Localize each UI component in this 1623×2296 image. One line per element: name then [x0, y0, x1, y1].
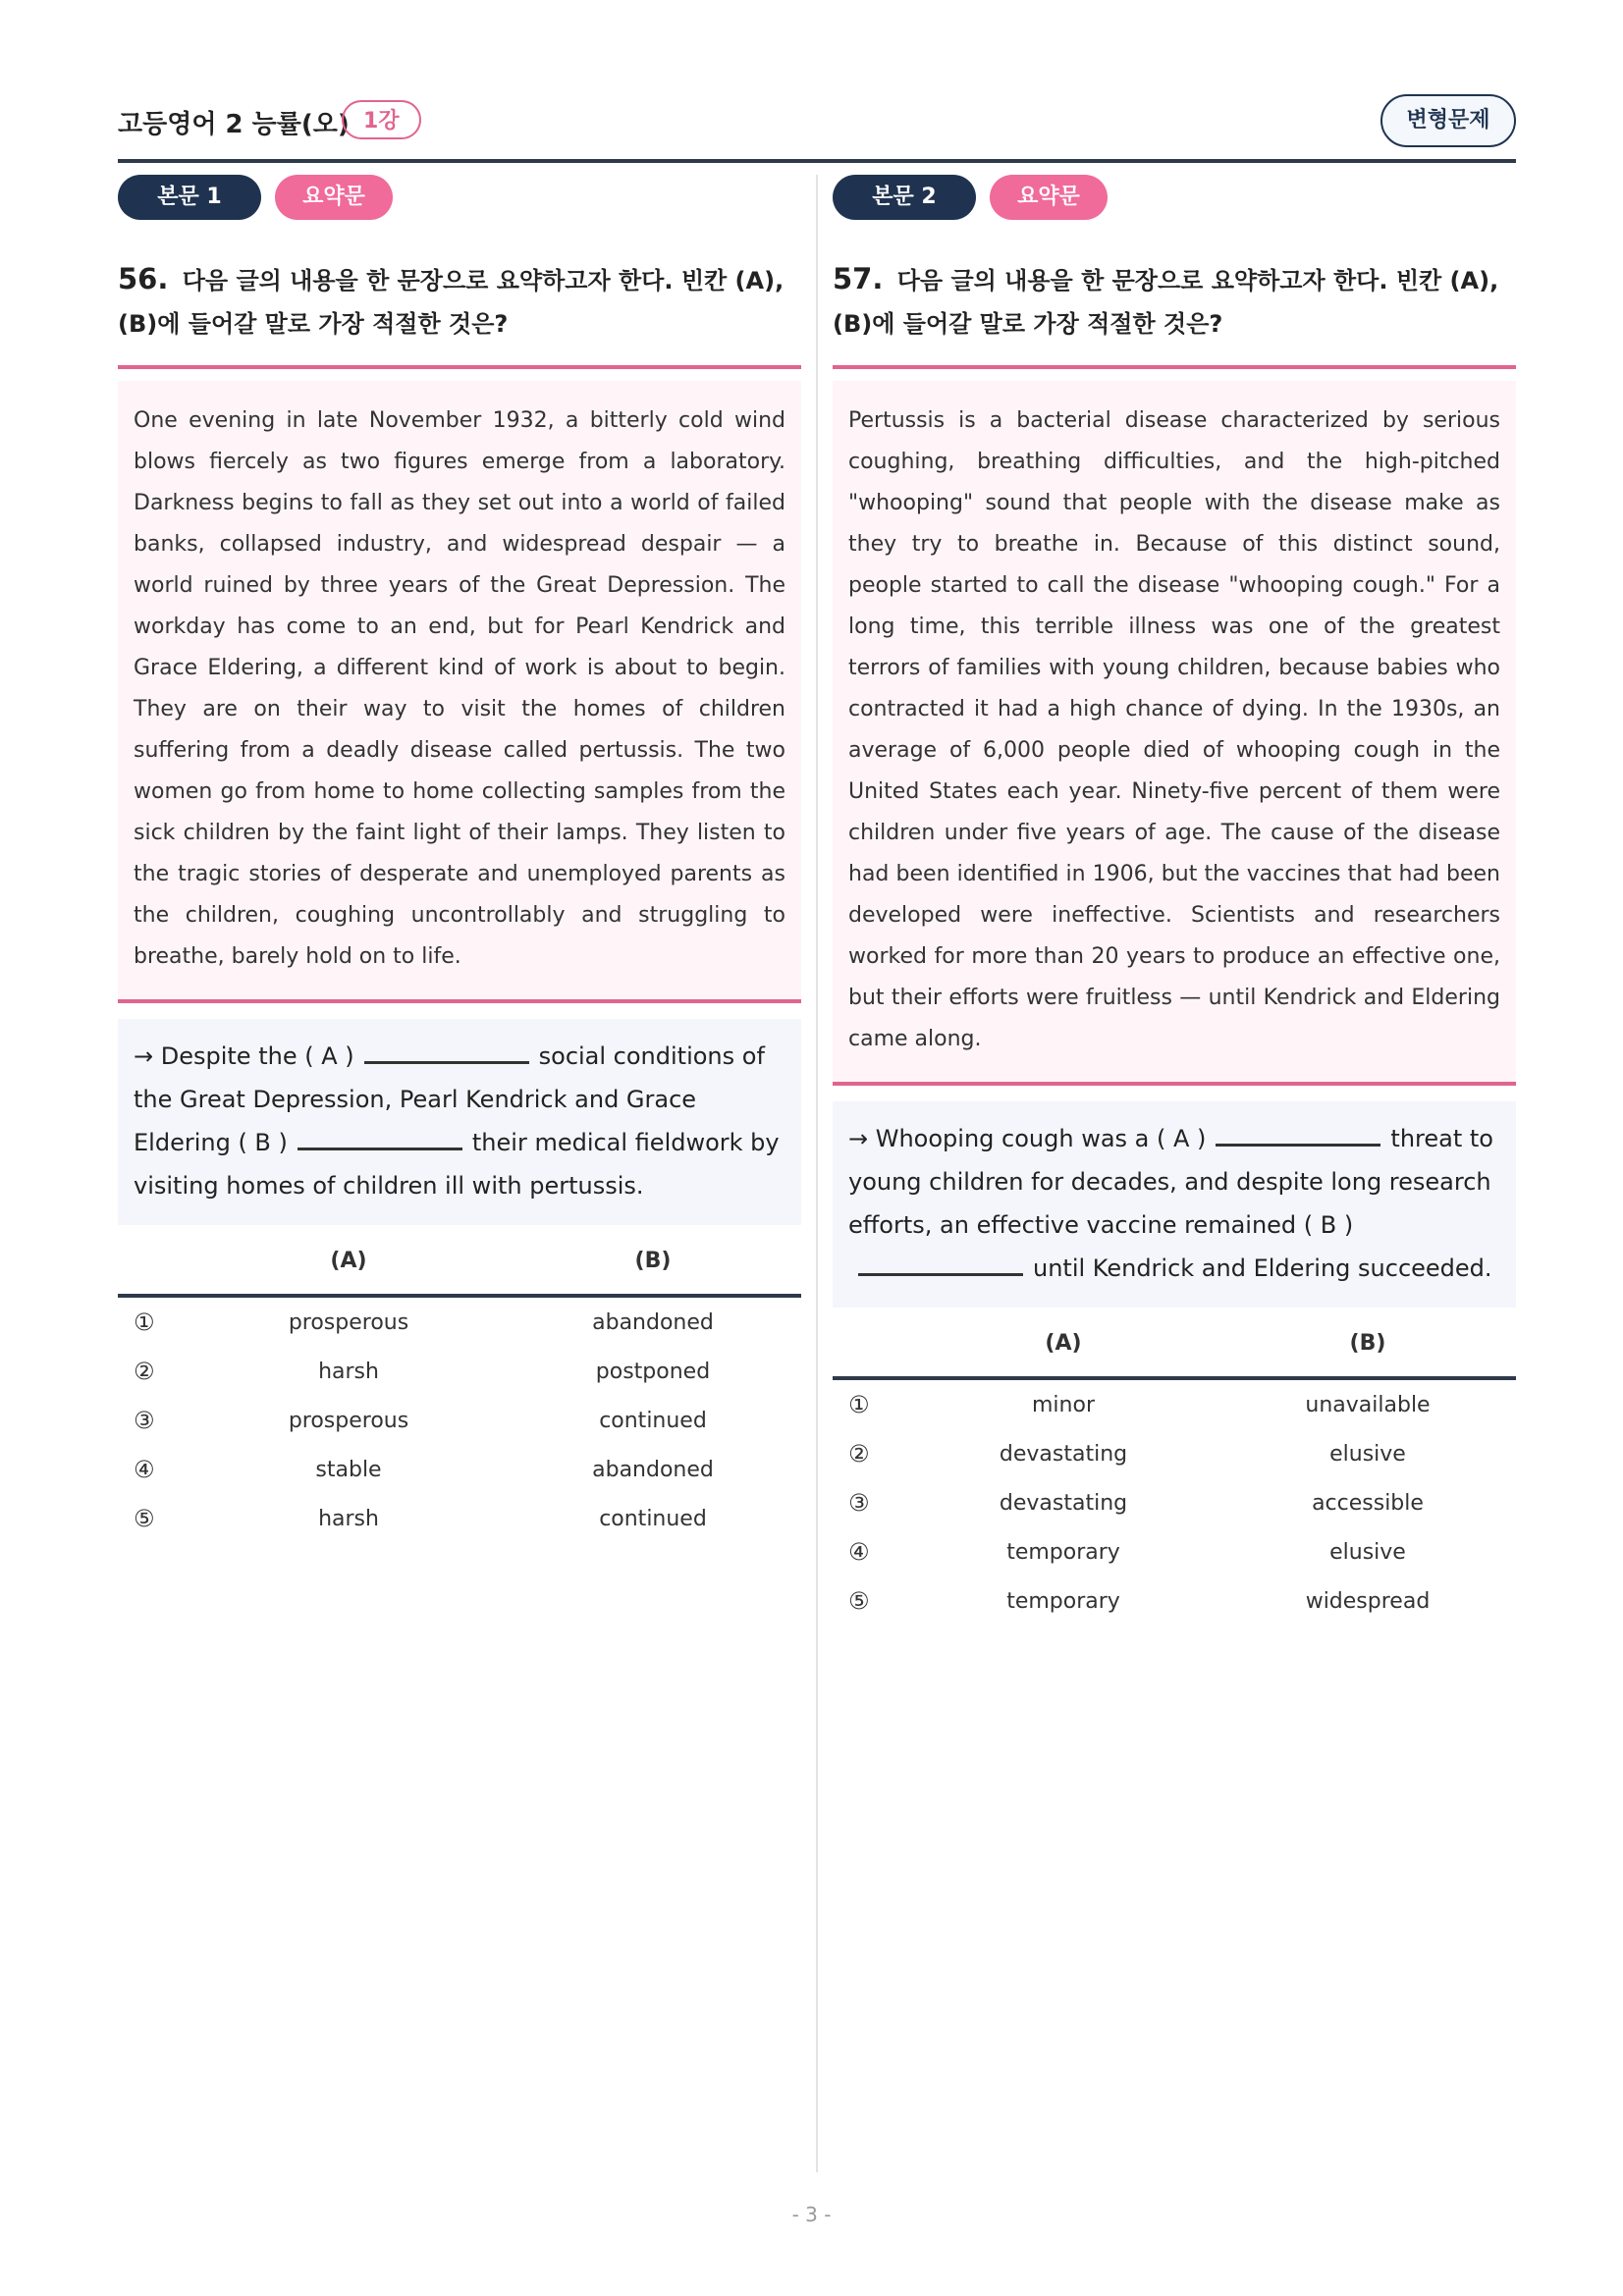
page-header: [118, 94, 1516, 163]
choice-b: unavailable: [1305, 1392, 1431, 1417]
passage-text: One evening in late November 1932, a bitterly cold wind blows fiercely as two figures emerge from a laboratory. Darkness begins to fall as they set out into a world of failed banks, collapsed industry, and widespread despair — a world ruined by three years of the Great Depression. The workday has come to an end, but for Pearl Kendrick and Grace Eldering, a different kind of work is about to begin. They are on their way to visit the homes of children suffering from a deadly disease called pertussis. The two women go from home to home collecting samples from the sick children by the faint light of their lamps. They listen to the tragic stories of desperate and unemployed parents as the children, coughing uncontrollably and struggling to breathe, barely hold on to life.: [118, 381, 801, 1003]
choice-row[interactable]: [118, 1494, 801, 1543]
question-57-column: [833, 175, 1516, 1626]
choice-row[interactable]: [118, 1296, 801, 1347]
choice-b: abandoned: [592, 1457, 714, 1482]
summary-part-3: until Kendrick and Eldering succeeded.: [1033, 1255, 1492, 1282]
choice-a: stable: [315, 1457, 382, 1482]
choice-a: temporary: [1006, 1588, 1120, 1614]
blank-b: [858, 1254, 1023, 1276]
choice-number: ⑤: [134, 1505, 155, 1532]
choice-a: temporary: [1006, 1539, 1120, 1565]
choice-b: elusive: [1329, 1539, 1406, 1565]
choices-header-row: [833, 1331, 1516, 1378]
book-title: 고등영어 2 능률(오): [118, 110, 350, 139]
answer-choices-table: [833, 1331, 1516, 1626]
passage-tag: 본문 1: [118, 175, 261, 220]
problem-type-badge: 변형문제: [1380, 94, 1516, 147]
section-tags: [118, 175, 801, 222]
choice-b: continued: [599, 1408, 707, 1433]
summary-sentence: [118, 1019, 801, 1225]
section-tags: [833, 175, 1516, 222]
column-a-header: (A): [907, 1331, 1219, 1378]
question-text: 다음 글의 내용을 한 문장으로 요약하고자 한다. 빈칸 (A), (B)에 들어갈 말로 가장 적절한 것은?: [118, 267, 784, 338]
choice-number: ①: [848, 1391, 870, 1418]
choice-row[interactable]: [833, 1527, 1516, 1576]
summary-part-2: social conditions of the Great Depression, Pearl Kendrick and Grace Eldering ( B ): [134, 1042, 765, 1156]
choice-row[interactable]: [118, 1347, 801, 1396]
choice-a: harsh: [318, 1506, 379, 1531]
choice-number: ④: [134, 1456, 155, 1483]
choices-header-row: [118, 1249, 801, 1296]
answer-choices-table: [118, 1249, 801, 1543]
summary-part-3: their medical fieldwork by visiting homes of children ill with pertussis.: [134, 1129, 780, 1200]
choice-number: ③: [134, 1407, 155, 1434]
column-b-header: (B): [505, 1249, 801, 1296]
lesson-badge: 1강: [342, 100, 421, 139]
choice-number: ④: [848, 1538, 870, 1566]
question-stem: [833, 257, 1516, 369]
choice-a: minor: [1032, 1392, 1095, 1417]
choice-number: ①: [134, 1308, 155, 1336]
column-a-header: (A): [192, 1249, 505, 1296]
choice-row[interactable]: [833, 1478, 1516, 1527]
blank-a: [364, 1041, 529, 1064]
choice-a: devastating: [999, 1441, 1128, 1467]
page-number: - 3 -: [791, 2203, 832, 2226]
summary-part-1: → Whooping cough was a ( A ): [848, 1125, 1207, 1152]
column-b-header: (B): [1219, 1331, 1516, 1378]
passage-text: Pertussis is a bacterial disease characterized by serious coughing, breathing difficulties, and the high-pitched "whooping" sound that people with the disease make as they try to breathe in. Because of this distinct sound, people started to call the disease "whooping cough." For a long time, this terrible illness was one of the greatest terrors of families with young children, because babies who contracted it had a high chance of dying. In the 1930s, an average of 6,000 people died of whooping cough in the United States each year. Ninety-five percent of them were children under five years of age. The cause of the disease had been identified in 1906, but the vaccines that had been developed were ineffective. Scientists and researchers worked for more than 20 years to produce an effective one, but their efforts were fruitless — until Kendrick and Eldering came along.: [833, 381, 1516, 1086]
blank-a: [1216, 1124, 1380, 1147]
choice-row[interactable]: [833, 1429, 1516, 1478]
question-stem: [118, 257, 801, 369]
choice-a: prosperous: [288, 1408, 409, 1433]
question-number: 56.: [118, 262, 169, 295]
choice-number: ③: [848, 1489, 870, 1517]
choice-b: continued: [599, 1506, 707, 1531]
summary-sentence: [833, 1101, 1516, 1308]
choice-a: harsh: [318, 1359, 379, 1384]
question-text: 다음 글의 내용을 한 문장으로 요약하고자 한다. 빈칸 (A), (B)에 들어갈 말로 가장 적절한 것은?: [833, 267, 1499, 338]
question-number: 57.: [833, 262, 884, 295]
choice-a: prosperous: [288, 1309, 409, 1335]
question-56-column: [118, 175, 801, 1543]
choice-b: postponed: [595, 1359, 711, 1384]
choice-row[interactable]: [118, 1396, 801, 1445]
choice-b: widespread: [1305, 1588, 1431, 1614]
summary-tag: 요약문: [275, 175, 393, 220]
summary-tag: 요약문: [990, 175, 1108, 220]
choice-number: ②: [134, 1358, 155, 1385]
choice-a: devastating: [999, 1490, 1128, 1516]
choice-number: ⑤: [848, 1587, 870, 1615]
choice-b: abandoned: [592, 1309, 714, 1335]
choice-number: ②: [848, 1440, 870, 1468]
choice-row[interactable]: [118, 1445, 801, 1494]
passage-tag: 본문 2: [833, 175, 976, 220]
summary-part-1: → Despite the ( A ): [134, 1042, 354, 1070]
column-divider: [816, 175, 818, 2172]
blank-b: [298, 1128, 462, 1150]
summary-part-2: threat to young children for decades, and despite long research efforts, an effective vaccine remained ( B ): [848, 1125, 1493, 1239]
choice-b: accessible: [1312, 1490, 1424, 1516]
choice-b: elusive: [1329, 1441, 1406, 1467]
choice-row[interactable]: [833, 1576, 1516, 1626]
choice-row[interactable]: [833, 1378, 1516, 1429]
